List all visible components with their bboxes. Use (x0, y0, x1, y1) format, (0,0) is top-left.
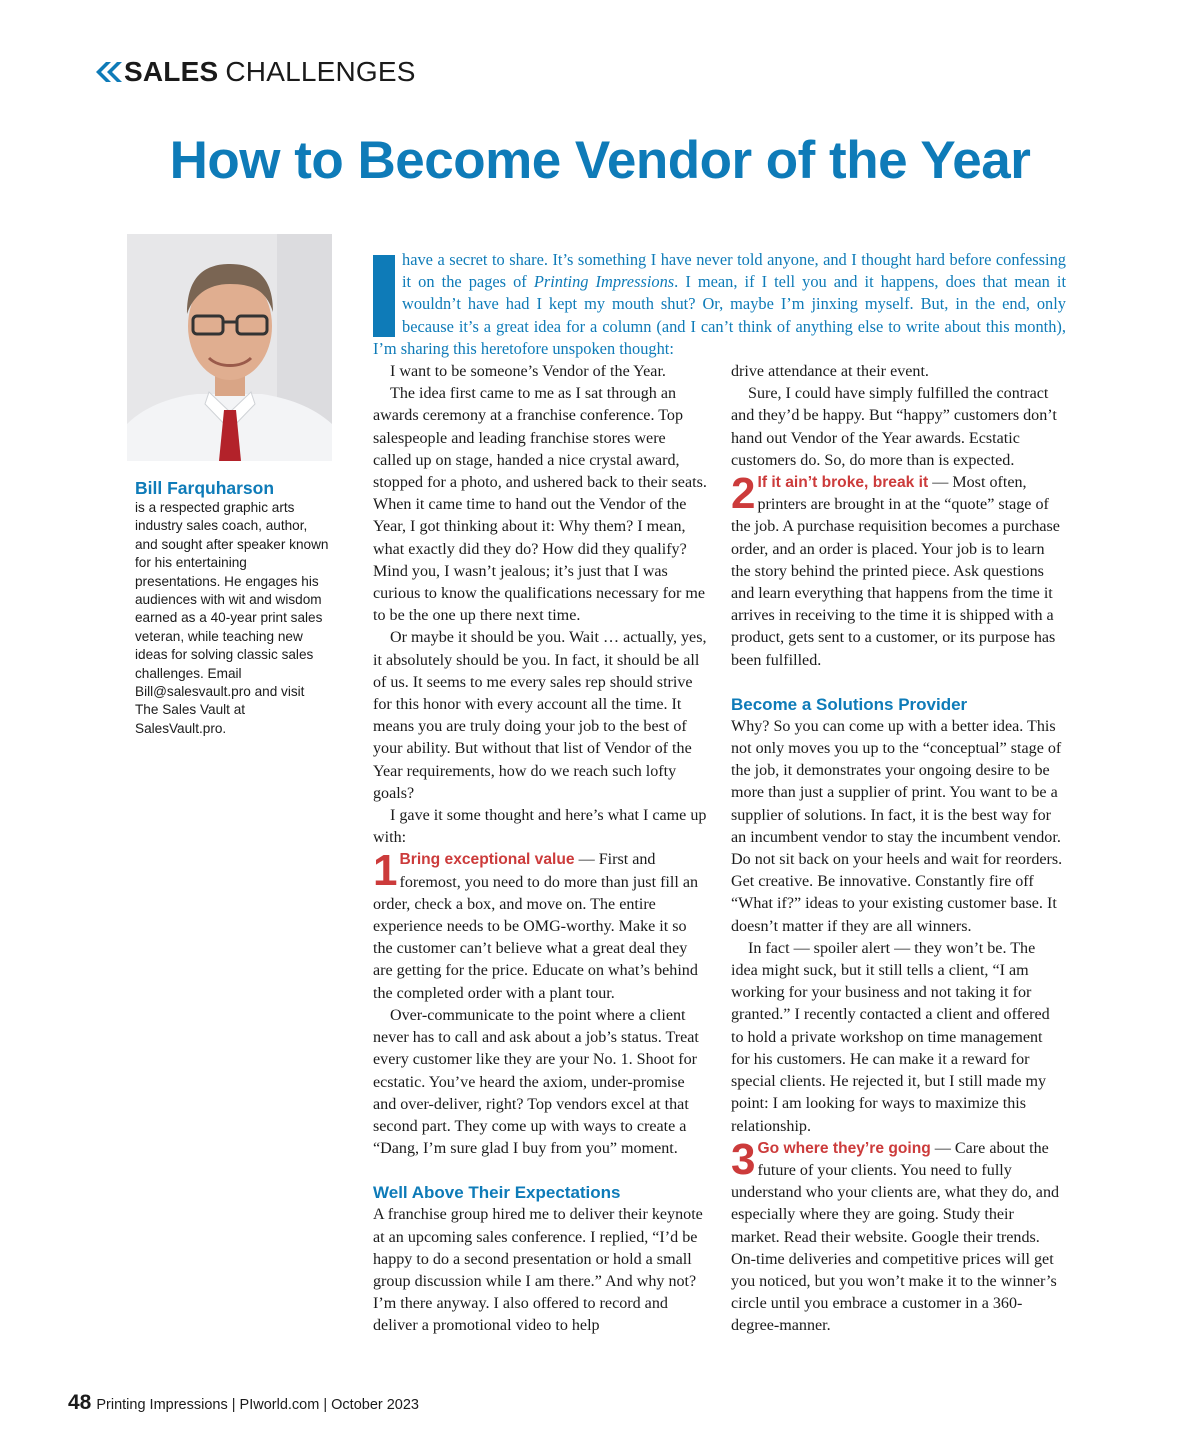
point-heading: If it ain’t broke, break it (757, 474, 929, 492)
paragraph: Over-communicate to the point where a client never has to call and ask about a job’s status. Treat every customer like they are your No. 1. Shoot for ecstatic. You’ve heard the axiom, under-promise and over-deliver, right? Top vendors excel at that second part. They come up with ways to create a “Dang, I’m sure glad I buy from you” moment. (373, 1006, 699, 1158)
paragraph: Or maybe it should be you. Wait … actually, yes, it absolutely should be you. In fact, it should be all of us. It seems to me every sales rep should strive for this honor with every account all the time. It means you are truly doing your job to the best of your ability. But without that list of Vendor of the Year requirements, how do we reach such lofty goals? (373, 629, 707, 802)
section-label-light: CHALLENGES (225, 56, 416, 87)
point-text: — Most often, printers are brought in at the “quote” stage of the job. A purchase requisition becomes a purchase order, and an order is placed. Your job is to learn the story behind the printed piece. Ask questions and learn everything that happens from the time it arrives in receiving to the time it is shipped with a product, gets sent to a customer, or its purpose has been fulfilled. (731, 474, 1060, 669)
point-heading: Bring exceptional value (399, 851, 575, 869)
publication-name: Printing Impressions (533, 272, 675, 292)
author-bio (135, 477, 331, 738)
intro-paragraph (373, 249, 1066, 360)
page-footer (68, 1391, 419, 1415)
paragraph: I want to be someone’s Vendor of the Year. (390, 363, 666, 380)
numbered-point-1 (373, 846, 707, 1004)
subheading-expectations: Well Above Their Expectations (373, 1183, 621, 1203)
article-column-2 (731, 361, 1065, 1338)
article-title: How to Become Vendor of the Year (169, 131, 1031, 190)
page-number: 48 (68, 1391, 92, 1414)
intro-text-pre: have a secret to share. It’s something I have never told anyone, and I thought hard before confessing it on the pages of (402, 250, 1066, 292)
paragraph: Sure, I could have simply fulfilled the contract and they’d be happy. But “happy” customers don’t hand out Vendor of the Year awards. Ecstatic customers do. So, do more than is expected. (731, 385, 1057, 469)
point-heading: Go where they’re going (757, 1139, 931, 1157)
intro-text-post: . I mean, if I tell you and it happens, does that mean it wouldn’t have had I kept my mouth shut? Or, maybe I’m jinxing myself. But, in the end, only because it’s a great idea for a column (and I can’t think of anything else to write about this month), I’m sharing this heretofore unspoken thought: (373, 272, 1067, 358)
author-photo (127, 234, 332, 461)
author-name: Bill Farquharson (135, 478, 275, 498)
section-label-bold: SALES (124, 56, 219, 87)
author-bio-text: is a respected graphic arts industry sales coach, author, and sought after speaker known for his entertaining presentations. He engages his audiences with wit and wisdom earned as a 40-year print sales veteran, while teaching new ideas for solving classic sales challenges. Email Bill@salesvault.pro and visit The Sales Vault at SalesVault.pro. (135, 500, 329, 736)
point-number: 3 (731, 1134, 756, 1184)
subheading-solutions: Become a Solutions Provider (731, 694, 968, 714)
drop-cap-i (373, 255, 395, 337)
numbered-point-3 (731, 1134, 1065, 1338)
double-chevron-left-icon (92, 58, 122, 86)
article-column-1 (373, 361, 707, 1338)
point-text: — Care about the future of your clients. You need to fully understand who your clients are, what they do, and especially where they are going. Study their market. Read their website. Google their trends. On-time deliveries and competitive prices will get you noticed, but you won’t make it to the winner’s circle until you embrace a customer in a 360-degree-manner. (731, 1139, 1060, 1335)
point-number: 1 (373, 846, 398, 896)
article-intro (373, 249, 1066, 360)
paragraph: Why? So you can come up with a better idea. This not only moves you up to the “conceptual” stage of the job, it demonstrates your ongoing desire to be more than just a supplier of print. You want to be a supplier of solutions. In fact, it is the best way for an incumbent vendor to stay the incumbent vendor. Do not sit back on your heels and wait for reorders. Get creative. Be innovative. Constantly fire off “What if?” ideas to your existing customer base. It doesn’t matter if they are all winners. (731, 717, 1063, 935)
paragraph: The idea first came to me as I sat through an awards ceremony at a franchise conference. Top salespeople and leading franchise stores were called up on stage, handed a nice crystal award, stopped for a photo, and ushered back to their seats. When it came time to hand out the Vendor of the Year, I got thinking about it: Why them? I mean, what exactly did they do? How did they qualify? Mind you, I wasn’t jealous; it’s just that I was curious to know the qualifications necessary for me to be the one up there next time. (373, 385, 707, 625)
author-portrait-illustration (127, 234, 332, 461)
paragraph: I gave it some thought and here’s what I came up with: (373, 807, 707, 847)
point-number: 2 (731, 469, 756, 519)
section-header (92, 56, 416, 88)
point-text: — First and foremost, you need to do more than just fill an order, check a box, and move on. The entire experience needs to be OMG-worthy. Make it so the customer can’t believe what a great deal they are getting for the price. Educate on what’s behind the completed order with a plant tour. (373, 851, 699, 1002)
paragraph: A franchise group hired me to deliver their keynote at an upcoming sales conference. I replied, “I’d be happy to do a second presentation or hold a small group discussion while I am there.” And why not? I’m there anyway. I also offered to record and deliver a promotional video to help (373, 1206, 703, 1335)
footer-text: Printing Impressions | PIworld.com | October 2023 (96, 1397, 419, 1413)
numbered-point-2 (731, 469, 1065, 672)
paragraph: drive attendance at their event. (731, 363, 929, 380)
paragraph: In fact — spoiler alert — they won’t be. The idea might suck, but it still tells a client, “I am working for your business and not taking it for granted.” I recently contacted a client and offered to hold a private workshop on time management for his customers. He can make it a reward for special clients. He rejected it, but I still made my point: I am looking for ways to maximize this relationship. (731, 939, 1050, 1135)
